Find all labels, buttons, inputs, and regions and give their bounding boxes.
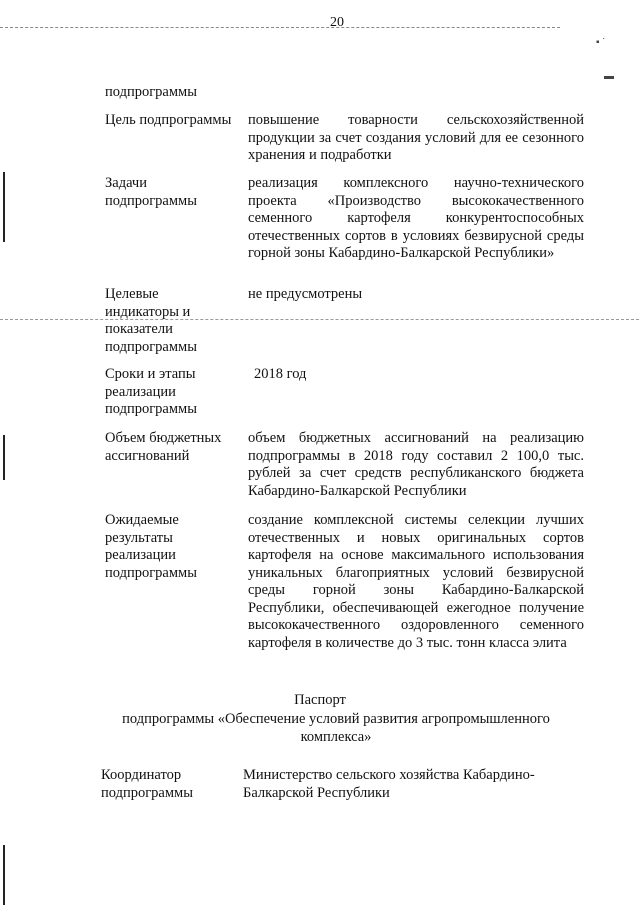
row-label-goal: Цель подпрограммы (105, 112, 232, 128)
row-label-results: Ожидаемые результаты реализации подпрограммы (105, 512, 197, 581)
scan-speck: ▪ ˙ (596, 37, 606, 48)
passport-subtitle: подпрограммы «Обеспечение условий развития агропромышленного комплекса» (122, 711, 550, 745)
scan-line (0, 319, 639, 320)
row-value-budget: объем бюджетных ассигнований на реализацию подпрограммы в 2018 году составил 2 100,0 тыс. рублей за счет средств республиканского бюджета Кабардино-Балкарской Республики (248, 430, 584, 499)
row-label-budget: Объем бюджетных ассигнований (105, 430, 222, 464)
row-label-tasks: Задачи подпрограммы (105, 175, 197, 209)
header-rule (0, 27, 560, 28)
row-value-terms: 2018 год (254, 366, 307, 382)
row-label-terms: Сроки и этапы реализации подпрограммы (105, 366, 197, 417)
row-value-goal: повышение товарности сельскохозяйственной продукции за счет создания условий для ее сезонного хранения и подработки (248, 112, 584, 163)
coordinator-value: Министерство сельского хозяйства Кабардино-Балкарской Республики (243, 767, 535, 801)
continued-label: подпрограммы (105, 84, 197, 100)
margin-mark (3, 435, 5, 480)
page-number: 20 (330, 15, 344, 30)
passport-title: Паспорт (294, 692, 346, 708)
row-label-indicators: Целевые индикаторы и показатели подпрограммы (105, 286, 197, 355)
row-value-indicators: не предусмотрены (248, 286, 363, 302)
row-value-results: создание комплексной системы селекции лучших отечественных и новых оригинальных сортов картофеля на основе максимального использования уникальных благоприятных условий безвирусной среды горной зоны Кабардино-Балкарской Республики, обеспечивающей ежегодное получение высококачественного оздоровленного семенного картофеля в количестве до 3 тыс. тонн класса элита (248, 512, 584, 651)
row-value-tasks: реализация комплексного научно-технического проекта «Производство высококачественного семенного картофеля конкурентоспособных отечественных сортов в условиях безвирусной среды горной зоны Кабардино-Балкарской Республики» (248, 175, 584, 261)
scan-speck: ▬ (604, 71, 614, 82)
coordinator-label: Координатор подпрограммы (101, 767, 193, 801)
margin-mark (3, 845, 5, 905)
margin-mark (3, 172, 5, 242)
